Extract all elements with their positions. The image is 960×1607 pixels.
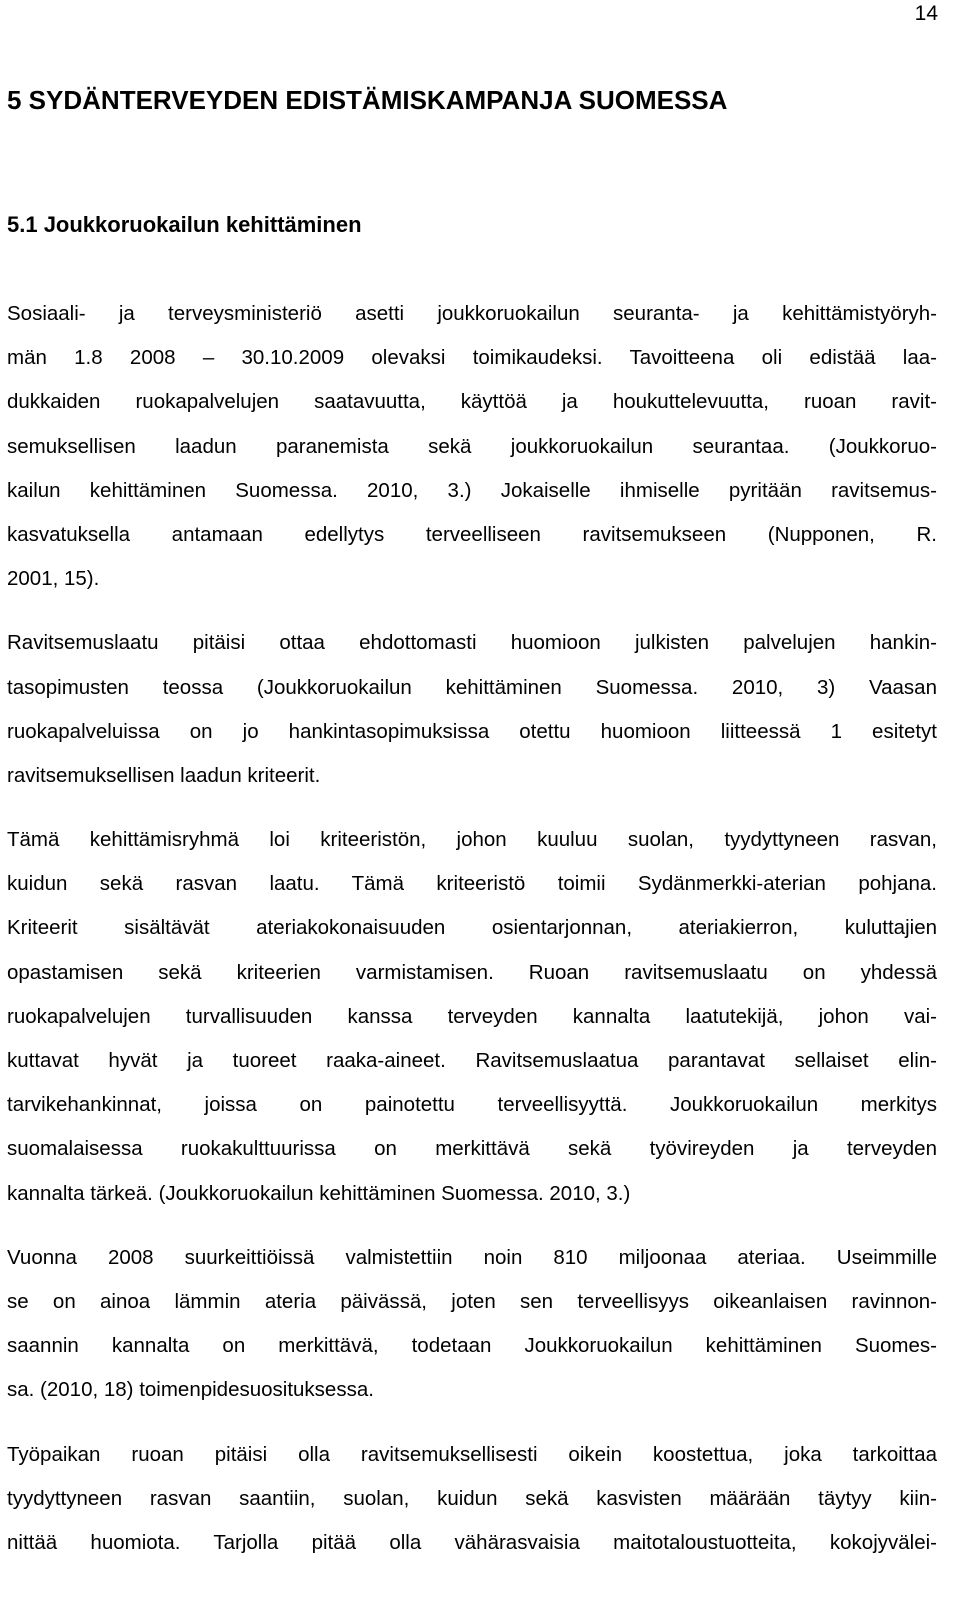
text-line: tyydyttyneen rasvan saantiin, suolan, kuidun sekä kasvisten määrään täytyy kiin- — [7, 1486, 937, 1510]
text-line: opastamisen sekä kriteerien varmistamisen. Ruoan ravitsemuslaatu on yhdessä — [7, 960, 937, 984]
paragraph-5 — [7, 1433, 937, 1566]
body-text — [7, 292, 937, 1585]
text-line: Sosiaali- ja terveysministeriö asetti joukkoruokailun seuranta- ja kehittämistyöryh- — [7, 302, 937, 325]
paragraph-4 — [7, 1236, 937, 1413]
text-line: Ravitsemuslaatu pitäisi ottaa ehdottomasti huomioon julkisten palvelujen hankin- — [7, 631, 937, 655]
text-line: semuksellisen laadun paranemista sekä joukkoruokailun seurantaa. (Joukkoruo- — [7, 434, 937, 458]
text-line: tasopimusten teossa (Joukkoruokailun kehittäminen Suomessa. 2010, 3) Vaasan — [7, 675, 937, 699]
text-line: saannin kannalta on merkittävä, todetaan Joukkoruokailun kehittäminen Suomes- — [7, 1334, 937, 1358]
text-line: suomalaisessa ruokakulttuurissa on merkittävä sekä työvireyden ja terveyden — [7, 1137, 937, 1161]
paragraph-3 — [7, 818, 937, 1216]
text-line: Työpaikan ruoan pitäisi olla ravitsemuksellisesti oikein koostettua, joka tarkoittaa — [7, 1442, 937, 1466]
text-line: dukkaiden ruokapalvelujen saatavuutta, käyttöä ja houkuttelevuutta, ruoan ravit- — [7, 390, 937, 414]
text-line: se on ainoa lämmin ateria päivässä, joten sen terveellisyys oikeanlaisen ravinnon- — [7, 1289, 937, 1313]
text-line: kuidun sekä rasvan laatu. Tämä kriteeristö toimii Sydänmerkki-aterian pohjana. — [7, 872, 937, 896]
text-line: Tämä kehittämisryhmä loi kriteeristön, johon kuuluu suolan, tyydyttyneen rasvan, — [7, 828, 937, 852]
section-title: 5.1 Joukkoruokailun kehittäminen — [7, 212, 362, 237]
text-line: tarvikehankinnat, joissa on painotettu terveellisyyttä. Joukkoruokailun merkitys — [7, 1093, 937, 1117]
text-line: män 1.8 2008 – 30.10.2009 olevaksi toimikaudeksi. Tavoitteena oli edistää laa- — [7, 346, 937, 370]
text-line: ravitsemuksellisen laadun kriteerit. — [7, 763, 321, 787]
text-line: kuttavat hyvät ja tuoreet raaka-aineet. Ravitsemuslaatua parantavat sellaiset elin- — [7, 1049, 937, 1072]
text-line: Kriteerit sisältävät ateriakokonaisuuden osientarjonnan, ateriakierron, kuluttajien — [7, 916, 937, 940]
text-line: ruokapalveluissa on jo hankintasopimuksissa otettu huomioon liitteessä 1 esitetyt — [7, 719, 937, 743]
text-line: sa. (2010, 18) toimenpidesuosituksessa. — [7, 1378, 374, 1402]
text-line: kasvatuksella antamaan edellytys terveelliseen ravitsemukseen (Nupponen, R. — [7, 522, 937, 546]
text-line: kannalta tärkeä. (Joukkoruokailun kehittäminen Suomessa. 2010, 3.) — [7, 1181, 631, 1205]
text-line: Vuonna 2008 suurkeittiöissä valmistettiin noin 810 miljoonaa ateriaa. Useimmille — [7, 1245, 937, 1269]
paragraph-2 — [7, 621, 937, 798]
text-line: 2001, 15). — [7, 567, 100, 591]
text-line: nittää huomiota. Tarjolla pitää olla vähärasvaisia maitotaloustuotteita, kokojyvälei- — [7, 1530, 937, 1554]
paragraph-1 — [7, 292, 937, 601]
page-number: 14 — [914, 2, 938, 25]
chapter-title: 5 SYDÄNTERVEYDEN EDISTÄMISKAMPANJA SUOMESSA — [7, 85, 728, 115]
text-line: ruokapalvelujen turvallisuuden kanssa terveyden kannalta laatutekijä, johon vai- — [7, 1004, 937, 1028]
text-line: kailun kehittäminen Suomessa. 2010, 3.) Jokaiselle ihmiselle pyritään ravitsemus- — [7, 478, 937, 502]
